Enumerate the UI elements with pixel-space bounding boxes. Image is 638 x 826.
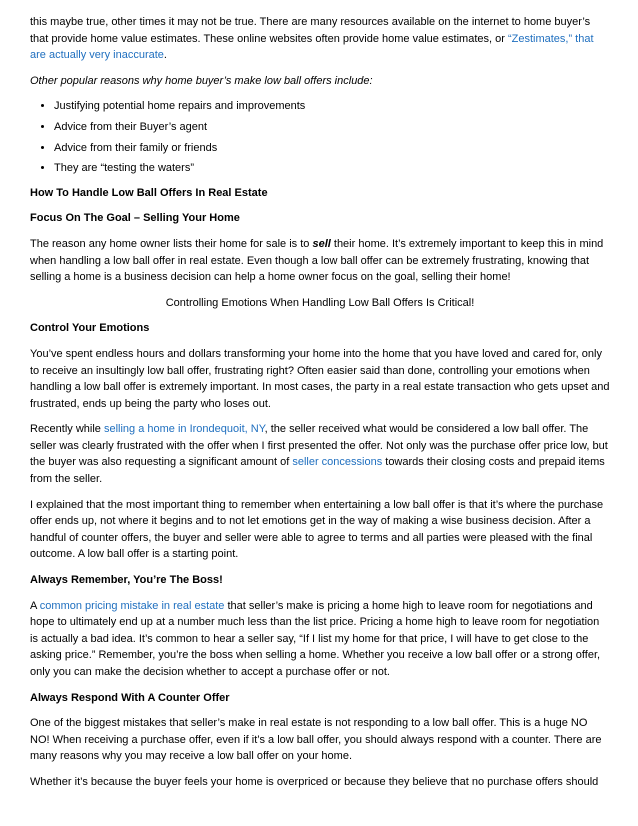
paragraph-boss: A common pricing mistake in real estate that seller’s make is pricing a home high to leave room for negotiations and hope to ultimately end up at a number much less than the list price. Pricing a home high to leave room for negotiation is actually a bad idea. It’s common to hear a seller say, “If I list my home for that price, I will have to get close to the asking price.” Remember, you’re the boss when selling a home. Whether you receive a low ball offer or a strong offer, only you can make the decision whether to accept a purchase offer or not. xyxy=(30,599,601,678)
reasons-intro: Other popular reasons why home buyer’s make low ball offers include: xyxy=(30,74,373,87)
list-item: • They are “testing the waters” xyxy=(54,160,610,177)
paragraph-control: You’ve spent endless hours and dollars transforming your home into the home that you have loved and cared for, only to receive an insultingly low ball offer, frustrating right? Often easier said than done, controlling your emotions when handling a low ball offer is extremely important. In most cases, the party in a real estate transaction who gets upset and frustrated, ends up being the party who loses out. xyxy=(30,347,610,410)
document-page xyxy=(30,14,610,800)
image-caption: Controlling Emotions When Handling Low Ball Offers Is Critical! xyxy=(165,296,475,309)
sell-emphasis: sell xyxy=(312,237,331,250)
paragraph-zestimates: this maybe true, other times it may not be true. There are many resources available on the internet to home buyer’s that provide home value estimates. These online websites often provide home value estimates, or “Zestimates,” that are actually very inaccurate. xyxy=(30,16,594,62)
heading-boss: Always Remember, You’re The Boss! xyxy=(30,574,223,587)
pricing-mistake-link[interactable]: common pricing mistake in real estate xyxy=(39,599,225,612)
heading-handle-low-ball: How To Handle Low Ball Offers In Real Estate xyxy=(30,186,268,199)
reasons-list xyxy=(30,98,610,176)
heading-control-emotions: Control Your Emotions xyxy=(30,322,150,335)
heading-focus-goal: Focus On The Goal – Selling Your Home xyxy=(30,212,240,225)
paragraph-recently: Recently while selling a home in Irondequoit, NY, the seller received what would be considered a low ball offer. The seller was clearly frustrated with the offer when I first presented the offer. Not only was the purchase offer price low, but the buyer was also requesting a significant amount of seller concessions towards their closing costs and prepaid items from the seller. xyxy=(30,423,608,486)
heading-counter-offer: Always Respond With A Counter Offer xyxy=(30,691,230,704)
paragraph-focus: The reason any home owner lists their home for sale is to sell their home. It’s extremely important to keep this in mind when handling a low ball offer in real estate. Even though a low ball offer can be extremely frustrating, knowing that selling a home is a business decision can help a home owner focus on the goal, selling their home! xyxy=(30,237,604,284)
zestimates-link[interactable]: “Zestimates,” that are actually very inaccurate xyxy=(30,32,594,62)
list-item: • Advice from their family or friends xyxy=(54,140,610,157)
paragraph-counter: One of the biggest mistakes that seller’s make in real estate is not responding to a low ball offer. This is a huge NO NO! When receiving a purchase offer, even if it’s a low ball offer, you should always respond with a counter. There are many reasons why you may receive a low ball offer on your home. xyxy=(30,717,602,763)
list-item: • Advice from their Buyer’s agent xyxy=(54,119,610,136)
paragraph-whether: Whether it’s because the buyer feels your home is overpriced or because they believe that no purchase offers should xyxy=(30,775,599,788)
seller-concessions-link[interactable]: seller concessions xyxy=(292,456,383,469)
paragraph-explained: I explained that the most important thing to remember when entertaining a low ball offer is that it’s where the purchase offer ends up, not where it begins and to not let emotions get in the way of making a wise business decision. After a handful of counter offers, the buyer and seller were able to agree to terms and all parties were pleased with the final outcome. A low ball offer is a starting point. xyxy=(30,498,604,561)
irondequoit-link[interactable]: selling a home in Irondequoit, NY xyxy=(103,423,265,436)
list-item: • Justifying potential home repairs and improvements xyxy=(54,98,610,115)
